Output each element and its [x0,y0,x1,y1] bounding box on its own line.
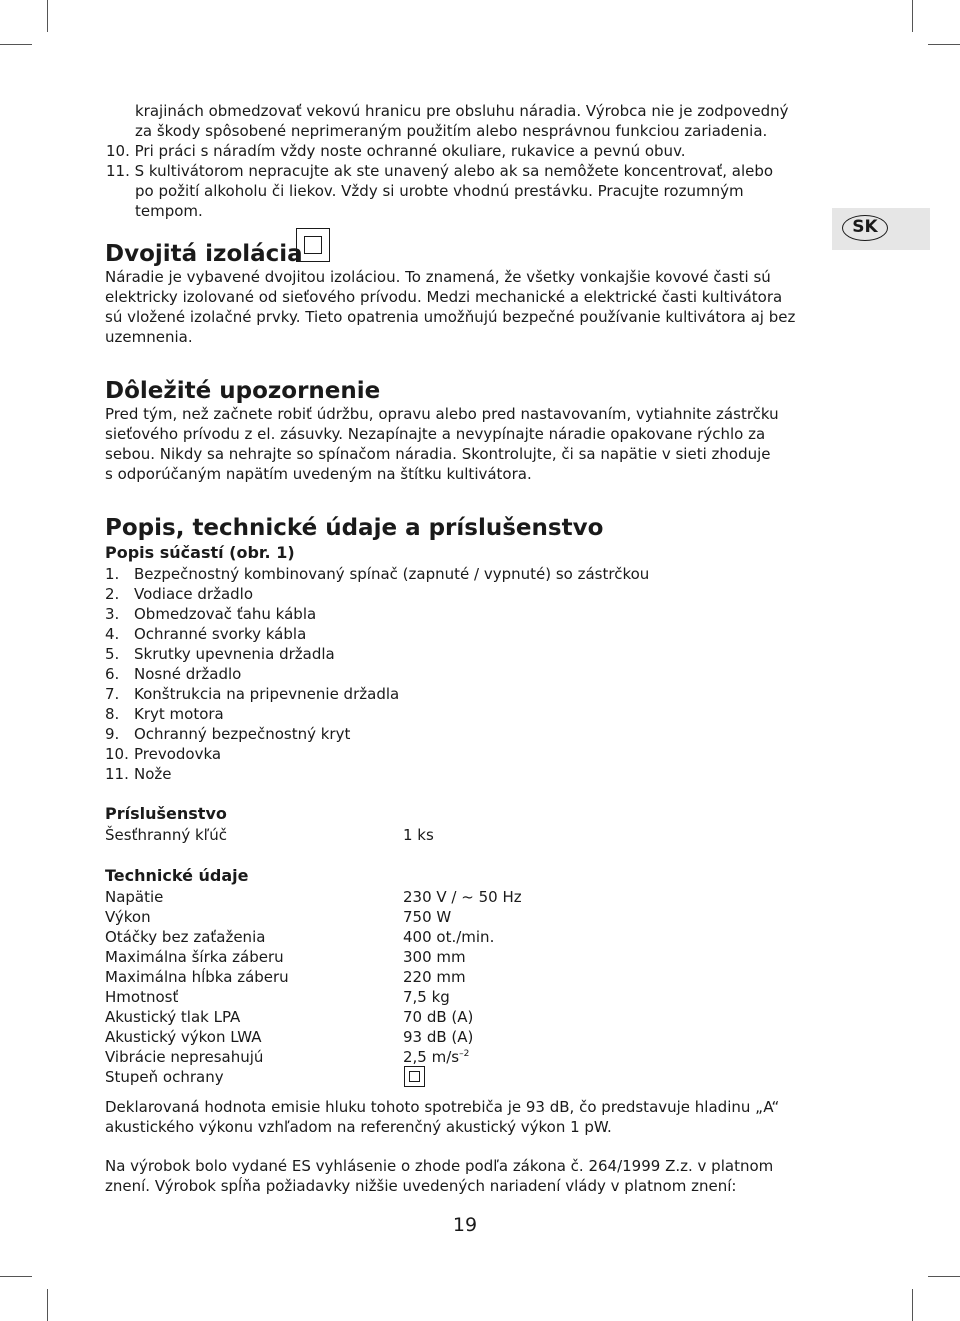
text-line: znení. Výrobok spĺňa požiadavky nižšie uvedených nariadení vlády v platnom znení: [105,1177,737,1195]
spec-value: 7,5 kg [403,988,450,1006]
text-line: s odporúčaným napätím uvedeným na štítku kultivátora. [105,465,532,483]
spec-value: 300 mm [403,948,466,966]
text-line: uzemnenia. [105,328,193,346]
spec-label: Maximálna hĺbka záberu [105,968,289,986]
subsection-title: Popis súčastí (obr. 1) [105,543,295,562]
page-number: 19 [452,1214,478,1236]
spec-label: Maximálna šírka záberu [105,948,284,966]
spec-label: Akustický tlak LPA [105,1008,241,1026]
list-item: Obmedzovač ťahu kábla [134,605,317,623]
spec-value-text: 2,5 m/s [403,1048,460,1066]
text-line: sú vložené izolačné prvky. Tieto opatrenia umožňujú bezpečné používanie kultivátora aj bez [105,308,796,326]
list-item: Skrutky upevnenia držadla [134,645,335,663]
list-item: Vodiace držadlo [134,585,254,603]
spec-label: Hmotnosť [105,988,179,1006]
spec-label: Napätie [105,888,164,906]
text-line: akustického výkonu vzhľadom na referenčný akustický výkon 1 pW. [105,1118,612,1136]
list-item: Bezpečnostný kombinovaný spínač (zapnuté / vypnuté) so zástrčkou [134,565,650,583]
text-line: Náradie je vybavené dvojitou izoláciou. To znamená, že všetky vonkajšie kovové časti sú [105,268,771,286]
subsection-title: Technické údaje [105,866,249,885]
double-insulation-icon [296,228,330,262]
spec-value: 220 mm [403,968,466,986]
list-item-number: 9. [105,725,120,743]
subsection-title: Príslušenstvo [105,804,227,823]
text-line: Deklarovaná hodnota emisie hluku tohoto spotrebiča je 93 dB, čo predstavuje hladinu „A“ [105,1098,780,1116]
list-item: 11. S kultivátorom nepracujte ak ste unavený alebo ak sa nemôžete koncentrovať, alebo [106,162,774,180]
spec-value: 400 ot./min. [403,928,495,946]
spec-label: Stupeň ochrany [105,1068,224,1086]
list-item: Ochranné svorky kábla [134,625,307,643]
section-title: Dvojitá izolácia [105,241,303,267]
spec-value-exponent: –2 [459,1049,470,1059]
spec-label: Vibrácie nepresahujú [105,1048,264,1066]
text-line: elektricky izolované od sieťového prívodu. Medzi mechanické a elektrické časti kultivátora [105,288,783,306]
text-line: krajinách obmedzovať vekovú hranicu pre obsluhu náradia. Výrobca nie je zodpovedný [135,102,789,120]
text-line: tempom. [135,202,203,220]
list-item-number: 5. [105,645,120,663]
list-item: Nosné držadlo [134,665,242,683]
spec-value [403,1047,469,1067]
crop-mark [912,0,913,32]
list-item: Prevodovka [134,745,222,763]
crop-mark [912,1289,913,1321]
spec-value: 93 dB (A) [403,1028,474,1046]
list-item: Ochranný bezpečnostný kryt [134,725,351,743]
crop-mark [0,1276,32,1277]
spec-label: Výkon [105,908,151,926]
list-item-number: 11. [105,765,129,783]
list-item: Kryt motora [134,705,224,723]
text-line: Na výrobok bolo vydané ES vyhlásenie o zhode podľa zákona č. 264/1999 Z.z. v platnom [105,1157,774,1175]
text-line: po požití alkoholu či liekov. Vždy si urobte vhodnú prestávku. Pracujte rozumným [135,182,744,200]
list-item: Konštrukcia na pripevnenie držadla [134,685,400,703]
crop-mark [928,1276,960,1277]
crop-mark [928,44,960,45]
text-line: za škody spôsobené neprimeraným použitím alebo nesprávnou funkciou zariadenia. [135,122,768,140]
crop-mark [0,44,32,45]
section-title: Dôležité upozornenie [105,378,381,404]
crop-mark [47,1289,48,1321]
spec-value: 70 dB (A) [403,1008,474,1026]
spec-value: 750 W [403,908,452,926]
list-item-number: 10. [105,745,129,763]
language-tab [832,208,930,250]
double-insulation-icon [404,1066,425,1087]
list-item-number: 1. [105,565,120,583]
text-line: Pred tým, než začnete robiť údržbu, opravu alebo pred nastavovaním, vytiahnite zástrčku [105,405,779,423]
spec-label: Otáčky bez zaťaženia [105,928,266,946]
list-item: 10. Pri práci s náradím vždy noste ochranné okuliare, rukavice a pevnú obuv. [106,142,686,160]
list-item-number: 4. [105,625,120,643]
spec-value: 1 ks [403,826,434,844]
crop-mark [47,0,48,32]
language-label: SK [842,215,888,241]
list-item-number: 2. [105,585,120,603]
list-item-number: 7. [105,685,120,703]
spec-label: Akustický výkon LWA [105,1028,262,1046]
list-item: Nože [134,765,172,783]
text-line: sieťového prívodu z el. zásuvky. Nezapínajte a nevypínajte náradie opakovane rýchlo za [105,425,766,443]
list-item-number: 3. [105,605,120,623]
spec-label: Šesťhranný kľúč [105,826,228,844]
list-item-number: 8. [105,705,120,723]
text-line: sebou. Nikdy sa nehrajte so spínačom náradia. Skontrolujte, či sa napätie v sieti zhoduje [105,445,771,463]
section-title: Popis, technické údaje a príslušenstvo [105,515,604,541]
list-item-number: 6. [105,665,120,683]
spec-value: 230 V / ~ 50 Hz [403,888,522,906]
